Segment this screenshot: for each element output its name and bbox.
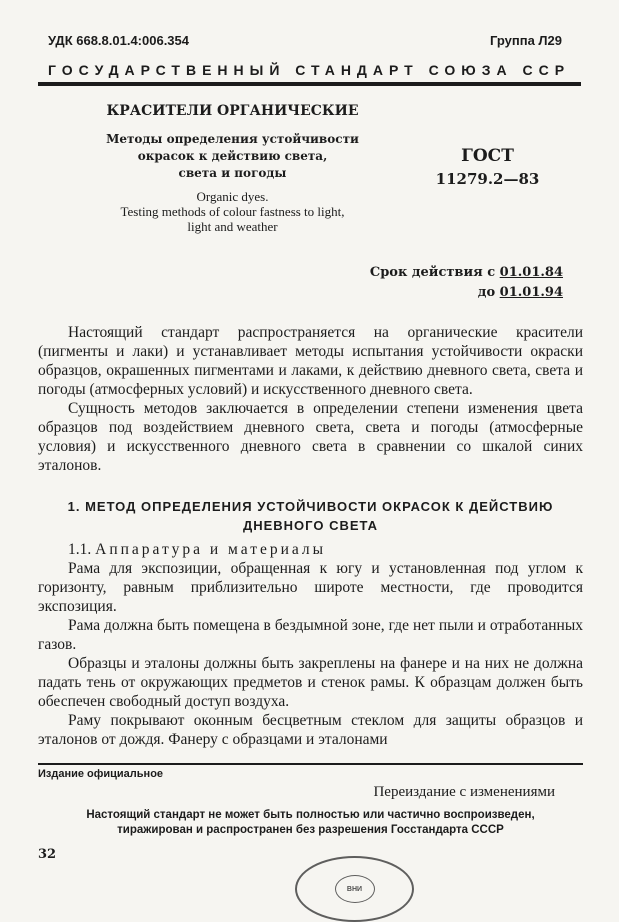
footer-rule xyxy=(38,763,583,765)
library-stamp xyxy=(295,856,414,922)
subsection-1-1-heading: 1.1. Аппаратура и материалы xyxy=(68,541,327,558)
page-number: 32 xyxy=(38,847,57,862)
section-1-paragraph-3: Образцы и эталоны должны быть закреплены на фанере и на них не должна падать тень от окружающих предметов и стенок рамы. К образцам должен быть обеспечен свободный доступ воздуха. xyxy=(38,655,583,710)
section-1-paragraph-1: Рама для экспозиции, обращенная к югу и установленная под углом к горизонту, равным приблизительно широте местности, где проводится экспозиция. xyxy=(38,560,583,615)
subtitle-ru: Методы определения устойчивости окрасок к действию света, света и погоды xyxy=(106,132,359,180)
group-code: Группа Л29 xyxy=(490,33,563,48)
intro-paragraph-2: Сущность методов заключается в определении степени изменения цвета образцов под воздействием дневного света, света и погоды (атмосферные условия) и искусственного дневного света в сравнении со шкалой синих эталонов. xyxy=(38,400,583,474)
validity-to: до 01.01.94 xyxy=(477,285,563,300)
section-1-body xyxy=(38,540,583,749)
gost-number: 11279.2—83 xyxy=(435,170,540,188)
copyright-notice: Настоящий стандарт не может быть полностью или частично воспроизведен, тиражирован и распространен без разрешения Госстандарта СССР xyxy=(86,809,535,836)
gost-label: ГОСТ xyxy=(461,146,514,166)
stamp-emblem: ВНИ xyxy=(335,875,375,903)
intro-paragraph-1: Настоящий стандарт распространяется на органические красители (пигменты и лаки) и устанавливает методы испытания устойчивости окраски образцов, окрашенных пигментами и лаками, к действию дневного света, света и погоды (атмосферных условий) и искусственного дневного света. xyxy=(38,324,583,398)
title-ru: КРАСИТЕЛИ ОРГАНИЧЕСКИЕ xyxy=(106,103,359,119)
title-en: Organic dyes. Testing methods of colour fastness to light, light and weather xyxy=(120,189,345,234)
reissue-note: Переиздание с изменениями xyxy=(373,784,555,800)
section-1-paragraph-4: Раму покрывают оконным бесцветным стеклом для защиты образцов и эталонов от дождя. Фанеру с образцами и эталонами xyxy=(38,712,583,748)
section-1-paragraph-2: Рама должна быть помещена в бездымной зоне, где нет пыли и отработанных газов. xyxy=(38,617,583,653)
intro-text xyxy=(38,323,583,475)
official-edition: Издание официальное xyxy=(38,768,164,780)
validity-from: Срок действия с 01.01.84 xyxy=(369,265,563,280)
udk-code: УДК 668.8.01.4:006.354 xyxy=(48,33,190,48)
header-rule xyxy=(38,82,581,86)
section-1-heading: 1. МЕТОД ОПРЕДЕЛЕНИЯ УСТОЙЧИВОСТИ ОКРАСОК К ДЕЙСТВИЮ ДНЕВНОГО СВЕТА xyxy=(67,499,554,533)
state-standard-heading: ГОСУДАРСТВЕННЫЙ СТАНДАРТ СОЮЗА ССР xyxy=(48,62,571,78)
